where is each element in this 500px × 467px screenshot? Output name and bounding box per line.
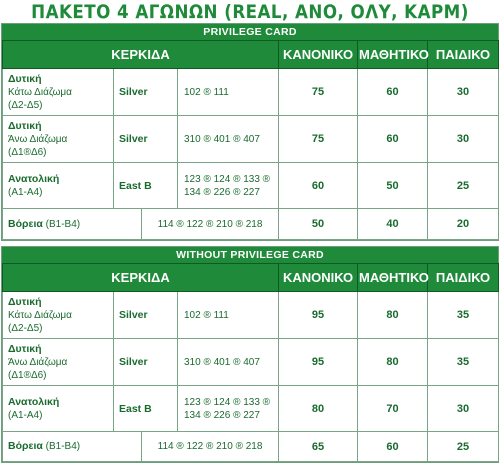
sector-cell: Ανατολική (Α1-Α4) <box>3 163 114 209</box>
col-header-regular: ΚΑΝΟΝΙΚΟ <box>279 264 358 292</box>
price-student: 60 <box>358 116 428 163</box>
gates-cell: 310 ® 401 ® 407 <box>178 116 279 163</box>
price-regular: 80 <box>279 386 358 432</box>
sector-cell: Βόρεια (Β1-Β4) <box>3 432 142 462</box>
price-table <box>2 263 499 462</box>
category-cell: Silver <box>114 292 178 339</box>
price-student: 40 <box>358 209 428 240</box>
sector-cell: Δυτική Άνω Διάζωμα (Δ1®Δ6) <box>3 339 114 386</box>
price-regular: 95 <box>279 339 358 386</box>
table-row <box>3 432 499 462</box>
table-row <box>3 292 499 339</box>
col-header-student: ΜΑΘΗΤΙΚΟ <box>358 41 428 69</box>
price-regular: 60 <box>279 163 358 209</box>
price-student: 80 <box>358 292 428 339</box>
price-student: 70 <box>358 386 428 432</box>
table-row <box>3 339 499 386</box>
gates-cell: 102 ® 111 <box>178 69 279 116</box>
gates-cell: 114 ® 122 ® 210 ® 218 <box>142 432 279 462</box>
sector-cell: Δυτική Κάτω Διάζωμα (Δ2-Δ5) <box>3 292 114 339</box>
category-cell: Silver <box>114 69 178 116</box>
sector-cell: Βόρεια (Β1-Β4) <box>3 209 142 240</box>
table-band: WITHOUT PRIVILEGE CARD <box>2 247 498 263</box>
price-child: 35 <box>428 292 499 339</box>
table-row <box>3 116 499 163</box>
price-regular: 50 <box>279 209 358 240</box>
col-header-child: ΠΑΙΔΙΚΟ <box>428 264 499 292</box>
page-title: ΠΑΚΕΤΟ 4 ΑΓΩΝΩΝ (REAL, ΑΝΟ, ΟΛΥ, ΚΑΡΜ) <box>31 1 469 23</box>
price-regular: 95 <box>279 292 358 339</box>
price-table <box>2 40 499 240</box>
price-child: 20 <box>428 209 499 240</box>
sector-cell: Ανατολική (Α1-Α4) <box>3 386 114 432</box>
gates-cell: 123 ® 124 ® 133 ® 134 ® 226 ® 227 <box>178 386 279 432</box>
table-band: PRIVILEGE CARD <box>2 24 498 40</box>
price-student: 50 <box>358 163 428 209</box>
price-child: 30 <box>428 69 499 116</box>
gates-cell: 102 ® 111 <box>178 292 279 339</box>
col-header-stand: ΚΕΡΚΙΔΑ <box>3 41 279 69</box>
table-row <box>3 163 499 209</box>
category-cell: East B <box>114 386 178 432</box>
category-cell: Silver <box>114 116 178 163</box>
col-header-stand: ΚΕΡΚΙΔΑ <box>3 264 279 292</box>
category-cell: Silver <box>114 339 178 386</box>
price-child: 35 <box>428 339 499 386</box>
price-student: 80 <box>358 339 428 386</box>
sector-cell: Δυτική Κάτω Διάζωμα (Δ2-Δ5) <box>3 69 114 116</box>
table-row <box>3 209 499 240</box>
gates-cell: 123 ® 124 ® 133 ® 134 ® 226 ® 227 <box>178 163 279 209</box>
price-child: 25 <box>428 163 499 209</box>
sector-cell: Δυτική Άνω Διάζωμα (Δ1®Δ6) <box>3 116 114 163</box>
col-header-student: ΜΑΘΗΤΙΚΟ <box>358 264 428 292</box>
price-student: 60 <box>358 69 428 116</box>
price-regular: 65 <box>279 432 358 462</box>
col-header-child: ΠΑΙΔΙΚΟ <box>428 41 499 69</box>
privilege-card-table <box>1 23 499 241</box>
table-row <box>3 386 499 432</box>
gates-cell: 310 ® 401 ® 407 <box>178 339 279 386</box>
gates-cell: 114 ® 122 ® 210 ® 218 <box>142 209 279 240</box>
price-regular: 75 <box>279 69 358 116</box>
price-regular: 75 <box>279 116 358 163</box>
without-privilege-card-table <box>1 246 499 463</box>
price-student: 60 <box>358 432 428 462</box>
price-child: 25 <box>428 432 499 462</box>
category-cell: East B <box>114 163 178 209</box>
table-row <box>3 69 499 116</box>
col-header-regular: ΚΑΝΟΝΙΚΟ <box>279 41 358 69</box>
price-child: 30 <box>428 116 499 163</box>
price-child: 30 <box>428 386 499 432</box>
